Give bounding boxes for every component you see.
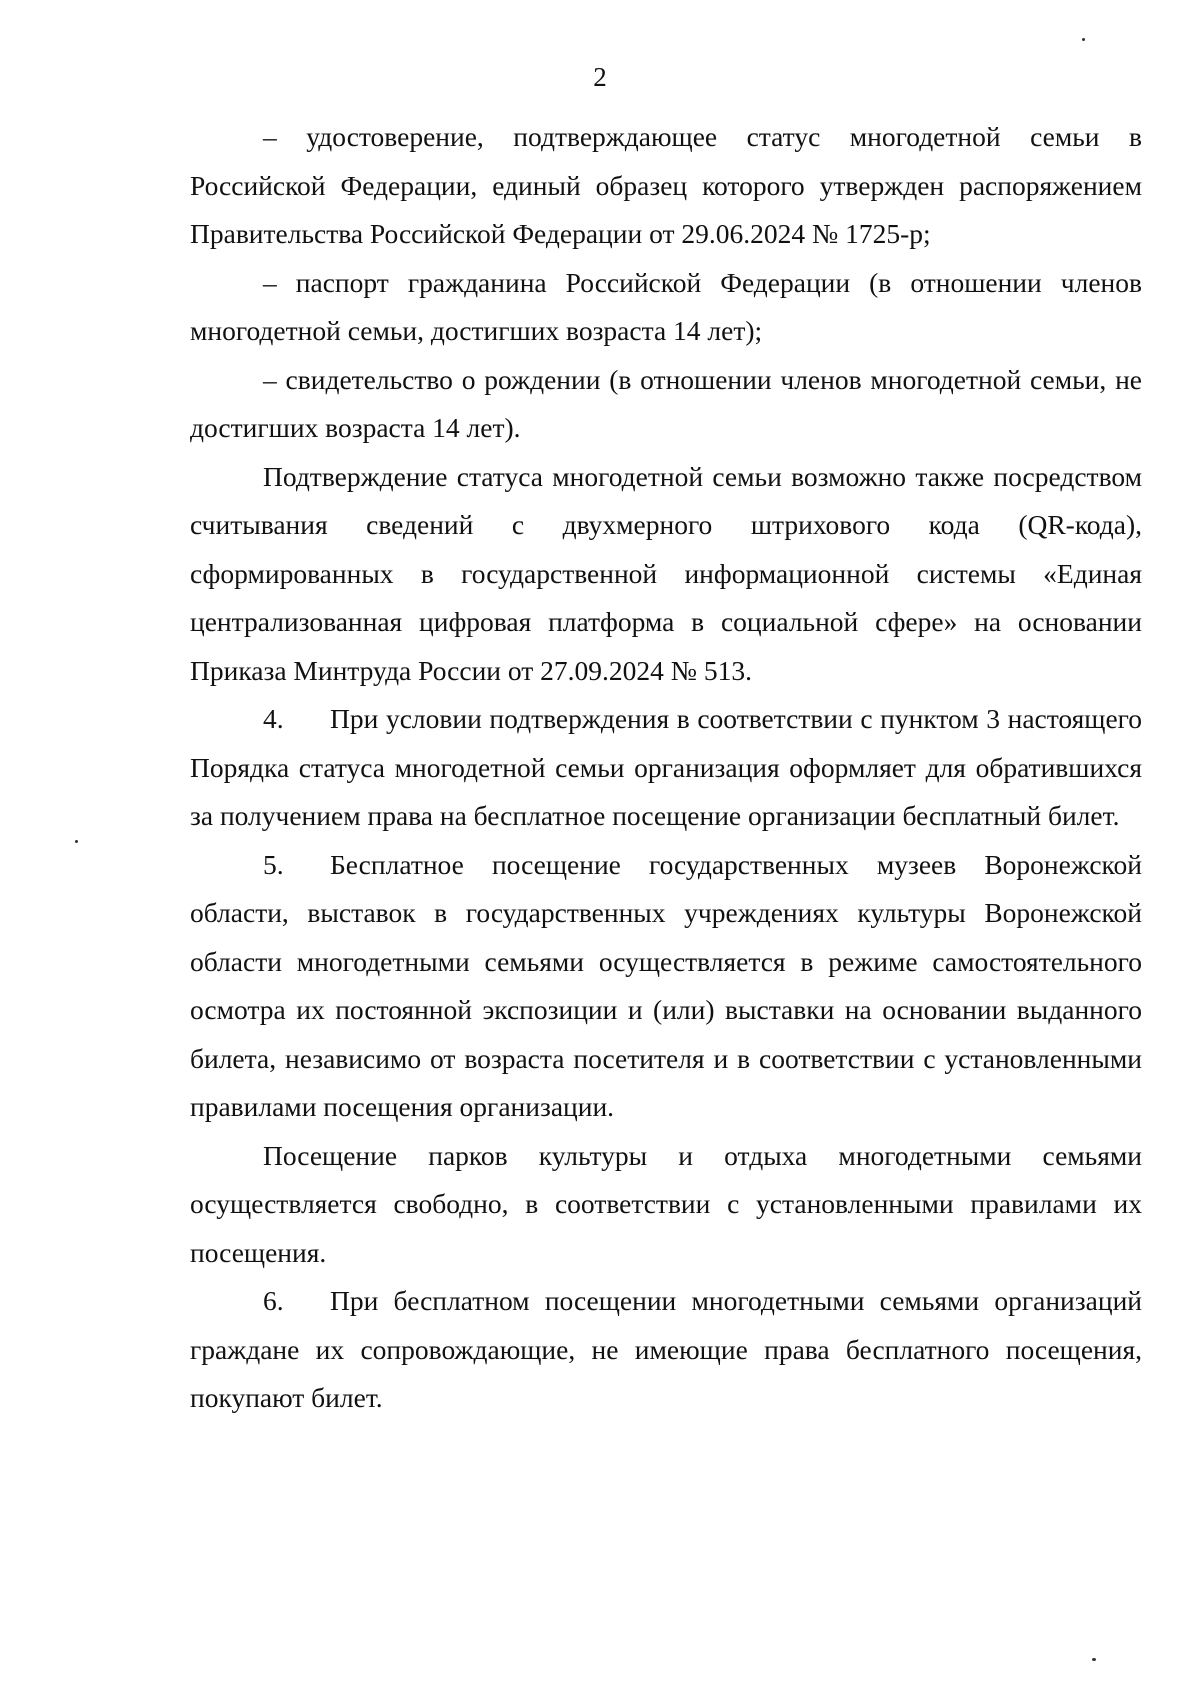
paragraph-text: Посещение парков культуры и отдыха многодетными семьями осуществляется свободно, в соответствии с установленными правилами их посещения. [190, 1139, 1142, 1268]
paragraph-text: – свидетельство о рождении (в отношении членов многодетной семьи, не достигших возраста 14 лет). [190, 363, 1142, 443]
paragraph-item-4 [190, 695, 1142, 841]
paragraph-number: 4. [263, 703, 284, 734]
scan-speck [75, 840, 78, 843]
paragraph-text: – удостоверение, подтверждающее статус многодетной семьи в Российской Федерации, единый образец которого утвержден распоряжением Правительства Российской Федерации от 29.06.2024 № 1725-р; [190, 121, 1142, 249]
paragraph-certificate [190, 113, 1142, 259]
paragraph-qr-confirmation [190, 453, 1142, 696]
paragraph-birth-certificate [190, 356, 1142, 453]
paragraph-parks [190, 1132, 1142, 1278]
paragraph-text: При условии подтверждения в соответствии с пунктом 3 настоящего Порядка статуса многодетной семьи организация оформляет для обратившихся за получением права на бесплатное посещение организации бесплатный билет. [190, 703, 1142, 831]
paragraph-number: 5. [263, 848, 284, 880]
paragraph-text: Бесплатное посещение государственных музеев Воронежской области, выставок в государственных учреждениях культуры Воронежской области многодетными семьями осуществляется в режиме самостоятельного осмотра их постоянной экспозиции и (или) выставки на основании выданного билета, независимо от возраста посетителя и в соответствии с установленными правилами посещения организации. [190, 848, 1142, 1122]
page-number: 2 [593, 62, 607, 92]
paragraph-item-5 [190, 841, 1142, 1132]
paragraph-text: При бесплатном посещении многодетными семьями организаций граждане их сопровождающие, не имеющие права бесплатного посещения, покупают билет. [190, 1285, 1142, 1413]
paragraph-text: Подтверждение статуса многодетной семьи возможно также посредством считывания сведений с двухмерного штрихового кода (QR-кода), сформированных в государственной информационной системы «Единая централизованная цифровая платформа в социальной сфере» на основании Приказа Минтруда России от 27.09.2024 № 513. [190, 460, 1142, 686]
scan-speck [1092, 1658, 1096, 1661]
paragraph-passport [190, 259, 1142, 356]
document-body [190, 113, 1142, 1423]
paragraph-text: – паспорт гражданина Российской Федерации (в отношении членов многодетной семьи, достигших возраста 14 лет); [190, 266, 1142, 346]
scan-speck [1082, 38, 1085, 41]
paragraph-number: 6. [263, 1285, 284, 1316]
paragraph-item-6 [190, 1277, 1142, 1423]
